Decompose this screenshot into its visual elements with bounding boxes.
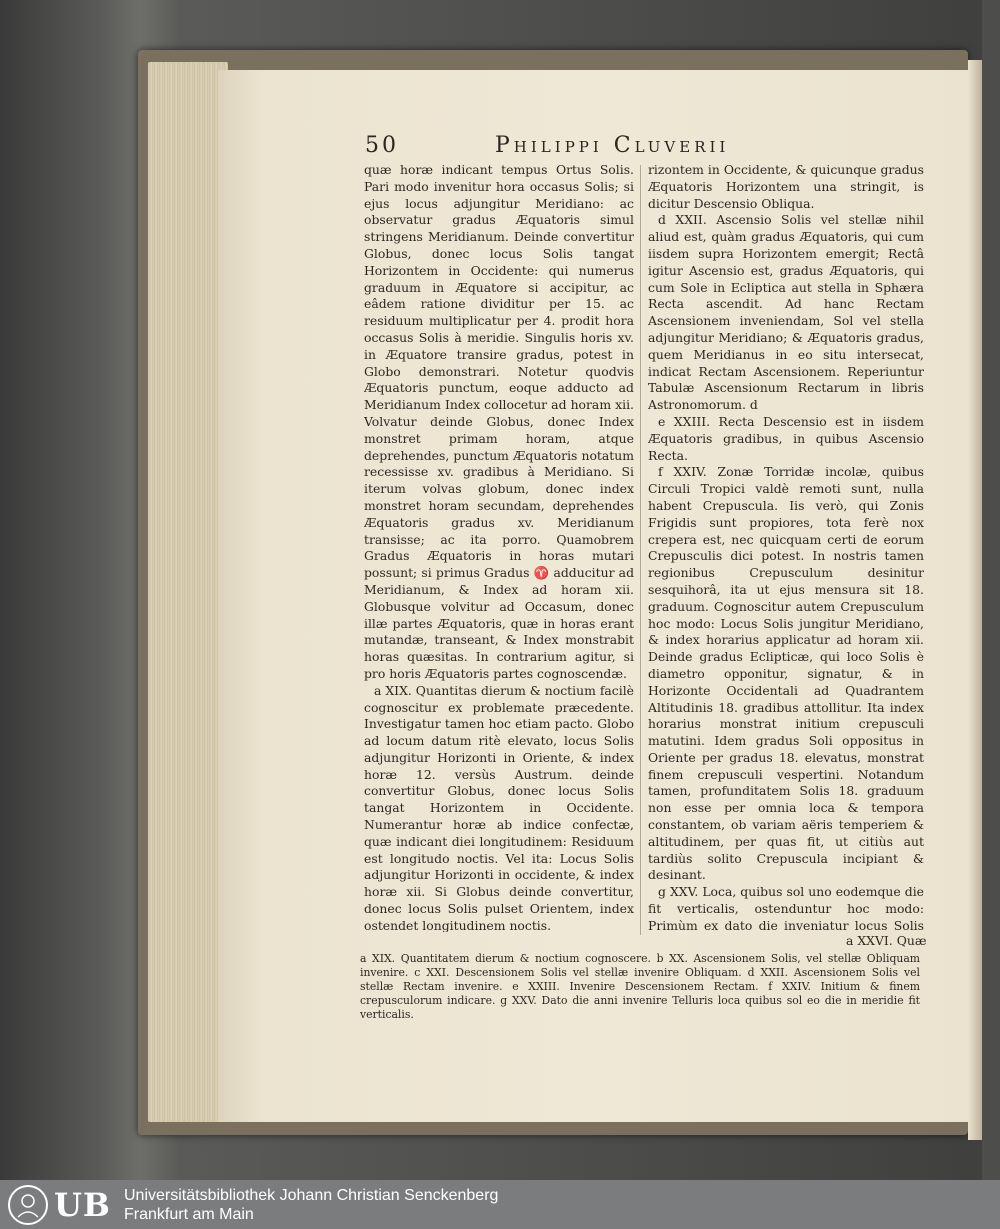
- paragraph: rizontem in Occidente, & quicunque gradus Æquatoris Horizontem una stringit, is dicitur Descensio Obliqua.: [648, 162, 924, 211]
- page-number: 50: [365, 133, 399, 158]
- paragraph: f XXIV. Zonæ Torridæ incolæ, quibus Circuli Tropici valdè remoti sunt, nulla habent Crepuscula. Iis verò, qui Zonis Frigidis sunt propiores, tota ferè nox crepera est, nec quicquam certi de eorum Crepusculis dici potest. In nostris tamen regionibus Crepusculum desinitur sesquihorâ, ita ut ejus mensura sit 18. graduum. Cognoscitur autem Crepusculum hoc modo: Locus Solis jungitur Meridiano, & index horarius applicatur ad horam xii. Deinde gradus Eclipticæ, qui loco Solis è diametro opponitur, signatur, & in Horizonte Occidentali ad Quadrantem Altitudinis 18. gradibus attollitur. Ita index horarius monstrat initium crepusculi matutini. Idem gradus Soli oppositus in Oriente per gradus 18. elevatus, monstrat finem crepusculi vespertini. Notandum tamen, profunditatem Solis 18. graduum non esse per omnia loca & tempora constantem, ob variam aëris temperiem & altitudinem, per quas fit, ut citiùs aut tardiùs solito Crepuscula incipiant & desinant.: [648, 464, 924, 883]
- paragraph: quæ horæ indicant tempus Ortus Solis. Pari modo invenitur hora occasus Solis; si ejus locus adjungitur Meridiano: ac observatur gradus Æquatoris simul stringens Meridianum. Deinde convertitur Globus, donec locus Solis tangat Horizontem in Occidente: qui numerus graduum in Æquatore si accipitur, ac eâdem ratione dividitur per 15. ac residuum multiplicatur per 4. prodit hora occasus Solis à meridie. Singulis horis xv. in Æquatore transire gradus, potest in Globo demonstrari. Notetur quodvis Æquatoris punctum, eoque adducto ad Meridianum Index collocetur ad horam xii. Volvatur deinde Globus, donec Index monstret primam horam, atque deprehendes, punctum Æquatoris notatum recessisse xv. gradibus à Meridiano. Si iterum volvas globum, donec index monstret horam secundam, deprehendes Æquatoris gradus xv. Meridianum transisse; ac ita porro. Quamobrem Gradus Æquatoris in horas mutari possunt; si primus Gradus ♈ adducitur ad Meridianum, & Index ad horam xii. Globusque volvitur ad Occasum, donec illæ partes Æquatoris, quæ in horas erant mutandæ, transeant, & Index monstrabit horas quæsitas. In contrarium agitur, si pro horis Æquatoris partes cognoscendæ.: [364, 162, 634, 681]
- page-header: [365, 133, 795, 163]
- paragraph: d XXII. Ascensio Solis vel stellæ nihil aliud est, quàm gradus Æquatoris, qui cum iisdem supra Horizontem emergit; Rectâ igitur Ascensio est, gradus Æquatoris, qui cum Sole in Ecliptica aut stella in Sphæra Recta ascendit. Ad hanc Rectam Ascensionem inveniendam, Sol vel stella adjungitur Meridiano; & Æquatoris gradus, quem Meridianus in eo situ intersecat, indicat Rectam Ascensionem. Reperiuntur Tabulæ Ascensionum Rectarum in libris Astronomorum. d: [648, 212, 924, 413]
- logo-text: UB: [54, 1186, 111, 1224]
- page-edges: [148, 62, 228, 1122]
- footer-band: [0, 1180, 1000, 1229]
- paragraph: a XIX. Quantitas dierum & noctium facilè cognoscitur ex problemate præcedente. Investigatur tamen hoc etiam pacto. Globo ad locum datum ritè elevato, locus Solis adjungitur Horizonti in Oriente, & index horæ 12. versùs Austrum. deinde convertitur Globus, donec locus Solis tangat Horizontem in Occidente. Numerantur horæ ab indice confectæ, quæ indicant diei longitudinem: Residuum est longitudo noctis. Vel ita: Locus Solis adjungitur Horizonti in occidente, & index horæ xii. Si Globus deinde convertitur, donec locus Solis pulset Orientem, index ostendet longitudinem noctis.: [364, 682, 634, 932]
- facing-page-edge: [968, 60, 982, 1140]
- running-title: Philippi Cluverii: [495, 133, 730, 158]
- library-name[interactable]: [124, 1186, 498, 1224]
- library-logo[interactable]: [8, 1185, 116, 1225]
- column-divider: [640, 165, 641, 935]
- library-name-line2: Frankfurt am Main: [124, 1206, 254, 1223]
- scan-margin: [982, 0, 1000, 1180]
- paragraph: g XXV. Loca, quibus sol uno eodemque die fit verticalis, ostenduntur hoc modo: Primùm ex dato die inveniatur locus Solis: [648, 884, 924, 932]
- right-column: [648, 162, 924, 932]
- left-column: [364, 162, 634, 932]
- footnotes: a XIX. Quantitatem dierum & noctium cognoscere. b XX. Ascensionem Solis, vel stellæ Obliquam invenire. c XXI. Descensionem Solis vel stellæ invenire Obliquam. d XXII. Ascensionem Solis vel stellæ Rectam invenire. e XXIII. Invenire Descensionem Rectam. f XXIV. Initium & finem crepusculorum indicare. g XXV. Dato die anni invenire Telluris loca quibus sol eo die in meridie fit verticalis.: [360, 952, 920, 1021]
- catchword: a XXVI. Quæ: [846, 933, 927, 948]
- library-name-line1: Universitätsbibliothek Johann Christian Senckenberg: [124, 1187, 499, 1204]
- paragraph: e XXIII. Recta Descensio est in iisdem Æquatoris gradibus, in quibus Ascensio Recta.: [648, 413, 924, 463]
- seal-icon: [8, 1185, 48, 1225]
